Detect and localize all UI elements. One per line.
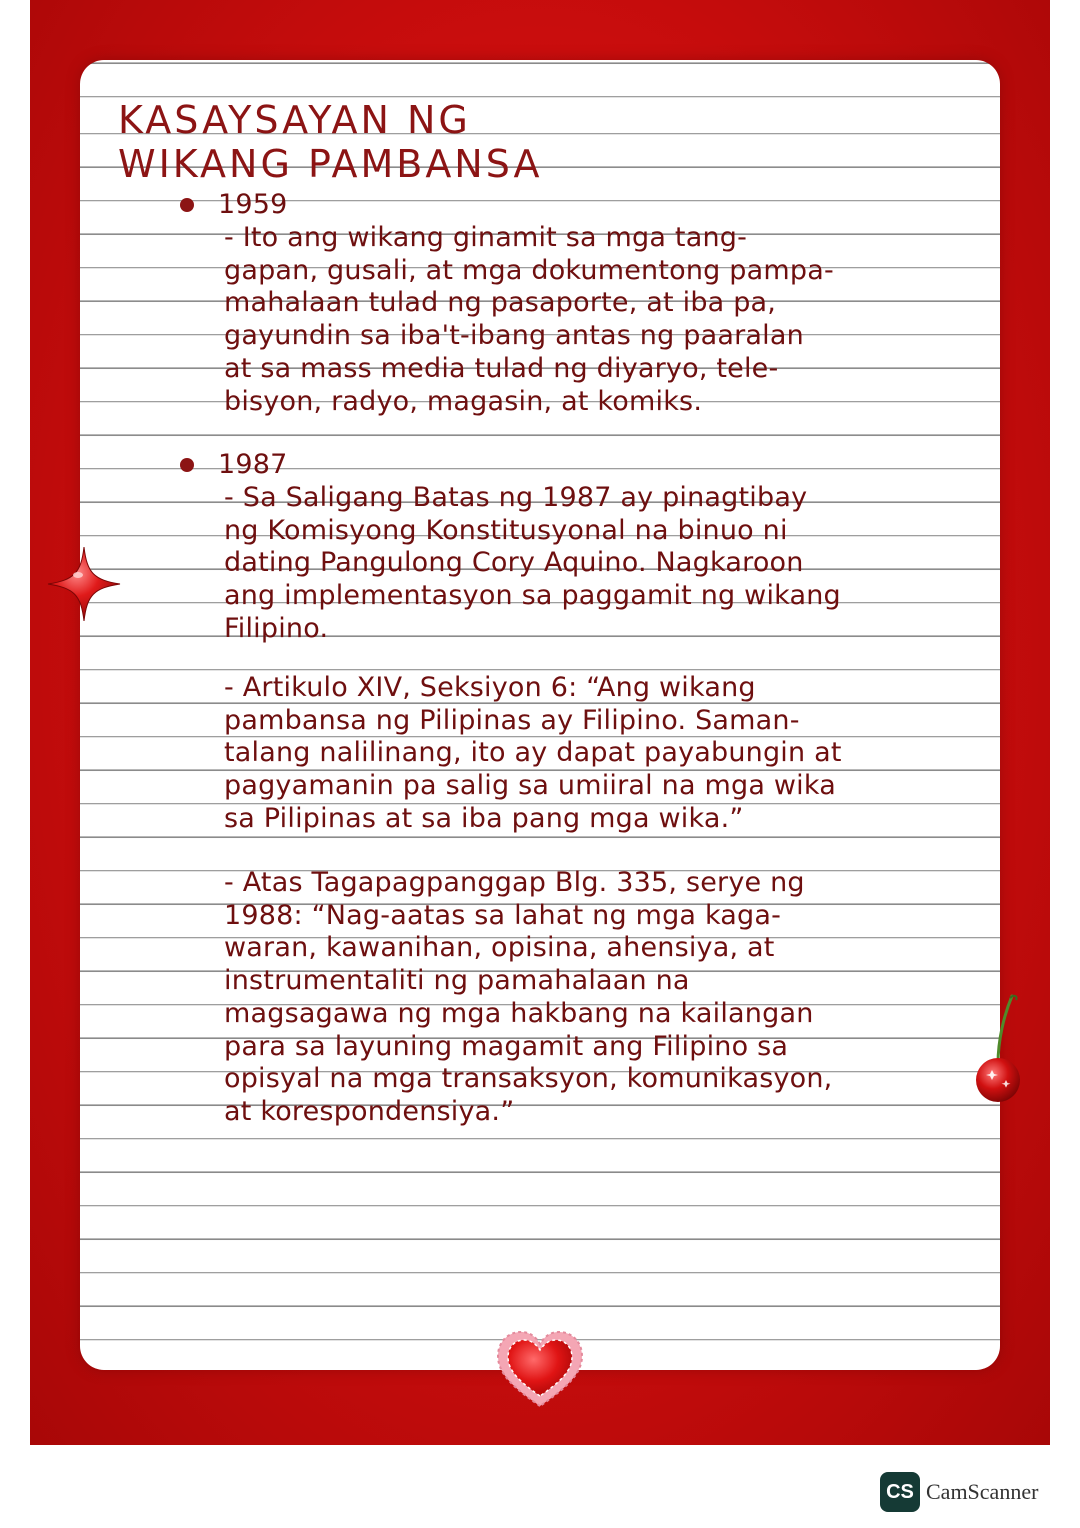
camscanner-logo: CS [880,1472,920,1512]
camscanner-watermark [880,1472,1038,1512]
text-line: dating Pangulong Cory Aquino. Nagkaroon [224,547,804,579]
paragraph-atas-tagapagpaganap [224,867,994,1129]
year-heading-1959 [180,189,288,222]
text-line: waran, kawanihan, opisina, ahensiya, at [224,932,775,964]
text-line: ang implementasyon sa paggamit ng wikang [224,580,841,612]
text-line: pagyamanin pa salig sa umiiral na mga wika [224,770,836,802]
year-heading-1987 [180,449,288,482]
text-line: para sa layuning magamit ang Filipino sa [224,1030,789,1062]
text-line: Filipino. [224,612,329,644]
text-line: 1988: “Nag-aatas sa lahat ng mga kaga- [224,899,782,931]
year-label: 1959 [218,189,288,220]
heart-icon [496,1330,584,1408]
title-line-1: KASAYSAYAN NG [118,98,471,142]
text-line: - Atas Tagapagpanggap Blg. 335, serye ng [224,867,805,898]
text-line: pambansa ng Pilipinas ay Filipino. Saman- [224,704,800,736]
text-line: at korespondensiya.” [224,1095,515,1127]
text-line: bisyon, radyo, magasin, at komiks. [224,385,703,417]
text-line: - Sa Saligang Batas ng 1987 ay pinagtibay [224,482,808,513]
text-line: - Artikulo XIV, Seksiyon 6: “Ang wikang [224,672,756,703]
text-line: talang nalilinang, ito ay dapat payabungin at [224,737,842,769]
sparkle-icon [46,545,122,623]
text-line: gayundin sa iba't-ibang antas ng paaralan [224,320,804,352]
camscanner-name: CamScanner [926,1479,1039,1504]
text-line: sa Pilipinas at sa iba pang mga wika.” [224,802,744,834]
text-line: at sa mass media tulad ng diyaryo, tele- [224,352,779,384]
bullet-dot [180,198,194,212]
text-line: instrumentaliti ng pamahalaan na [224,965,690,997]
text-line: mahalaan tulad ng pasaporte, at iba pa, [224,287,777,319]
text-line: - Ito ang wikang ginamit sa mga tang- [224,222,748,253]
year-label: 1987 [218,449,288,480]
paragraph-artikulo-xiv [224,672,994,836]
paragraph-saligang-batas [224,482,994,646]
cherry-icon [968,990,1028,1105]
bullet-dot [180,458,194,472]
text-line: gapan, gusali, at mga dokumentong pampa- [224,254,834,286]
title-line-2: WIKANG PAMBANSA [118,142,543,186]
text-line: ng Komisyong Konstitusyonal na binuo ni [224,514,788,546]
paragraph-1959 [224,222,994,418]
page-title [118,98,543,186]
text-line: opisyal na mga transaksyon, komunikasyon, [224,1063,833,1095]
text-line: magsagawa ng mga hakbang na kailangan [224,997,814,1029]
